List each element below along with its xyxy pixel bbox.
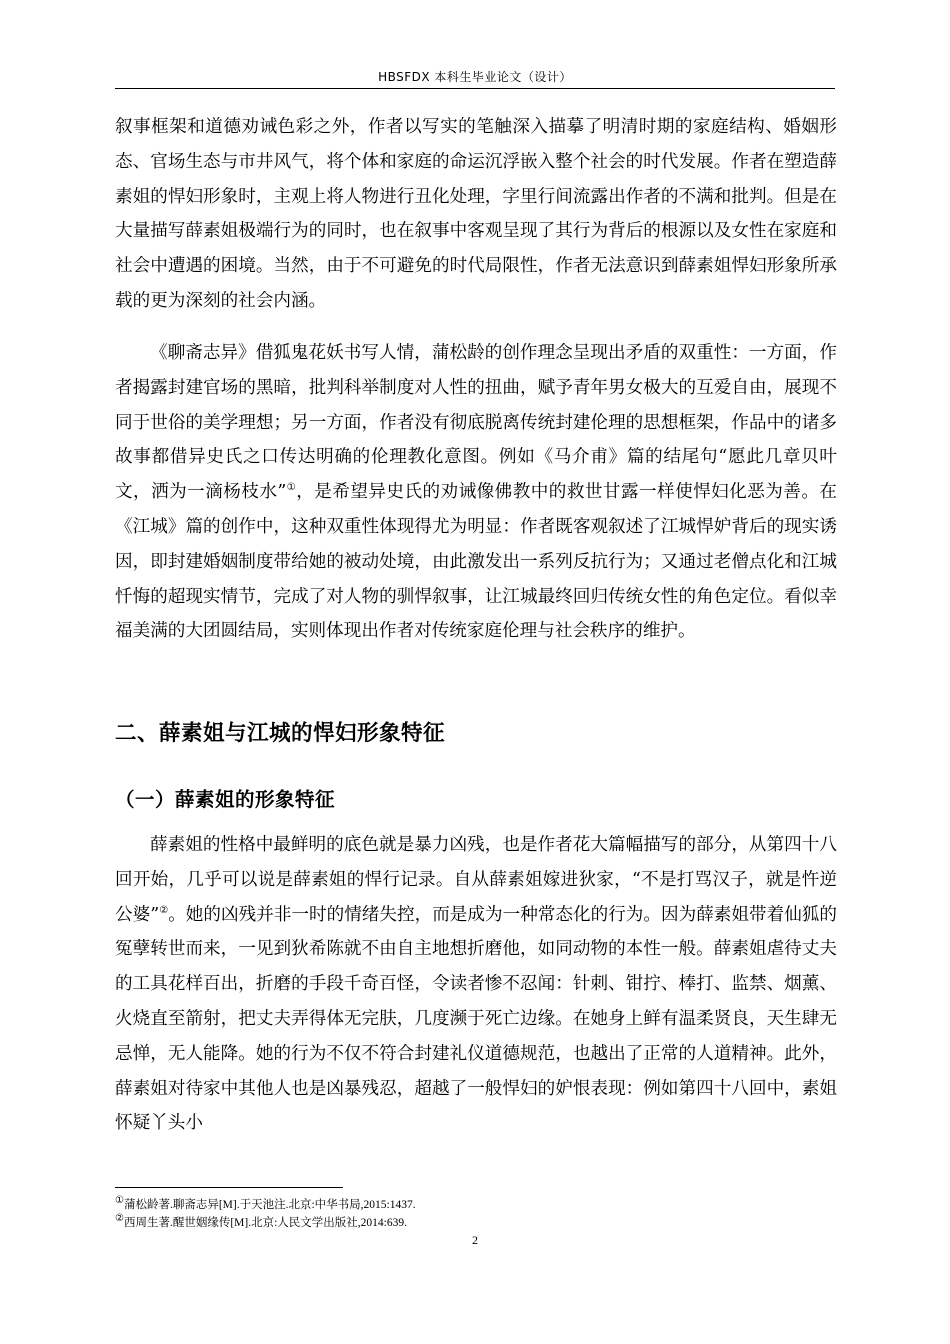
paragraph-2-text-a: 《聊斋志异》借狐鬼花妖书写人情，蒲松龄的创作理念呈现出矛盾的双重性：一方面，作者揭露封建官场的黑暗，批判科举制度对人性的扭曲，赋予青年男女极大的互爱自由，展现不同于世俗的美学理想；另一方面，作者没有彻底脱离传统封建伦理的思想框架，作品中的诸多故事都借异史氏之口传达明确的伦理教化意图。例如《马介甫》篇的结尾句“愿此几章贝叶文，洒为一滴杨枝水”: [115, 343, 837, 503]
paragraph-3: [115, 828, 837, 1141]
paragraph-2-text-b: ，是希望异史氏的劝诫像佛教中的救世甘露一样使悍妇化恶为善。在《江城》篇的创作中，这种双重性体现得尤为明显：作者既客观叙述了江城悍妒背后的现实诱因，即封建婚姻制度带给她的被动处境，由此激发出一系列反抗行为；又通过老僧点化和江城忏悔的超现实情节，完成了对人物的驯悍叙事，让江城最终回归传统女性的角色定位。看似幸福美满的大团圆结局，实则体现出作者对传统家庭伦理与社会秩序的维护。: [115, 482, 837, 642]
header-rule: [115, 88, 835, 89]
footnote-1-mark: ①: [115, 1195, 124, 1207]
subsection-heading: （一）薛素姐的形象特征: [115, 788, 336, 811]
footnote-separator: [115, 1187, 343, 1188]
footnote-ref-1: ①: [286, 482, 297, 494]
paragraph-3-text-b: 。她的凶残并非一时的情绪失控，而是成为一种常态化的行为。因为薛素姐带着仙狐的冤孽转世而来，一见到狄希陈就不由自主地想折磨他，如同动物的本性一般。薛素姐虐待丈夫的工具花样百出，折磨的手段千奇百怪，令读者惨不忍闻：针刺、钳拧、棒打、监禁、烟薰、火烧直至箭射，把丈夫弄得体无完肤，几度濒于死亡边缘。在她身上鲜有温柔贤良，天生肆无忌惮，无人能降。她的行为不仅不符合封建礼仪道德规范，也越出了正常的人道精神。此外，薛素姐对待家中其他人也是凶暴残忍，超越了一般悍妇的妒恨表现：例如第四十八回中，素姐怀疑丫头小: [115, 904, 837, 1134]
footnote-2: [115, 1214, 407, 1230]
paragraph-2: [115, 336, 837, 649]
footnote-1-text: 蒲松龄著.聊斋志异[M].于天池注.北京:中华书局,2015:1437.: [123, 1199, 416, 1211]
paragraph-3-text-a: 薛素姐的性格中最鲜明的底色就是暴力凶残，也是作者花大篇幅描写的部分，从第四十八回开始，几乎可以说是薛素姐的悍行记录。自从薛素姐嫁进狄家，“不是打骂汉子，就是忤逆公婆”: [115, 835, 837, 925]
footnote-ref-2: ②: [159, 904, 169, 916]
paragraph-1: 叙事框架和道德劝诫色彩之外，作者以写实的笔触深入描摹了明清时期的家庭结构、婚姻形态、官场生态与市井风气，将个体和家庭的命运沉浮嵌入整个社会的时代发展。作者在塑造薛素姐的悍妇形象时，主观上将人物进行丑化处理，字里行间流露出作者的不满和批判。但是在大量描写薛素姐极端行为的同时，也在叙事中客观呈现了其行为背后的根源以及女性在家庭和社会中遭遇的困境。当然，由于不可避免的时代局限性，作者无法意识到薛素姐悍妇形象所承载的更为深刻的社会内涵。: [115, 117, 837, 311]
footnote-2-text: 西周生著.醒世姻缘传[M].北京:人民文学出版社,2014:639.: [123, 1217, 407, 1229]
footnote-1: [115, 1196, 416, 1212]
page-number: 2: [472, 1233, 478, 1247]
footnote-2-mark: ②: [115, 1213, 124, 1225]
section-heading: 二、薛素姐与江城的悍妇形象特征: [115, 721, 446, 746]
running-header: HBSFDX 本科生毕业论文（设计）: [378, 70, 572, 84]
